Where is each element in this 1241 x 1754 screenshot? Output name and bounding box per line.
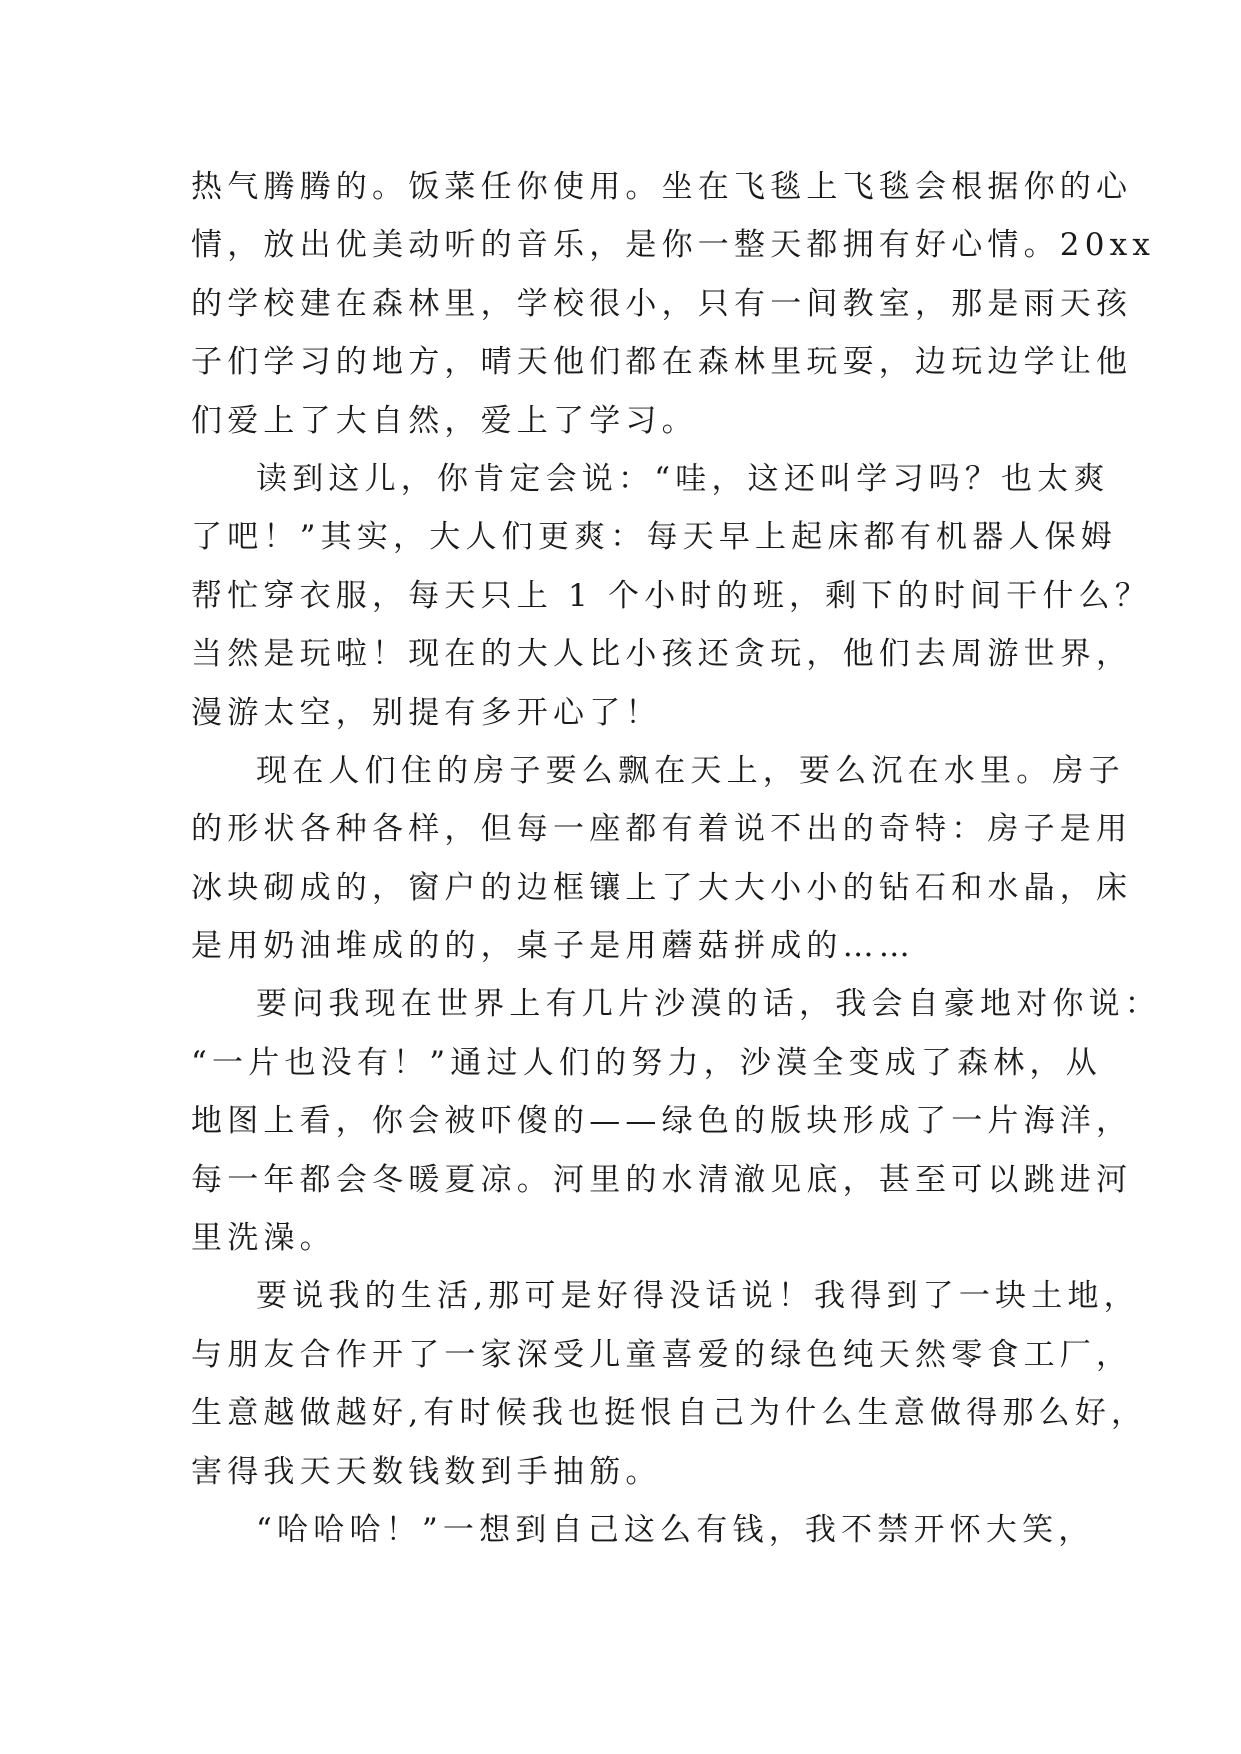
text-line: 们爱上了大自然，爱上了学习。 xyxy=(191,402,698,439)
text-line: 每一年都会冬暖夏凉。河里的水清澈见底，甚至可以跳进河 xyxy=(191,1161,1133,1198)
text-line: 读到这儿，你肯定会说：“哇，这还叫学习吗？也太爽 xyxy=(256,460,1110,497)
text-line: 现在人们住的房子要么飘在天上，要么沉在水里。房子 xyxy=(256,752,1125,789)
text-line: “哈哈哈！”一想到自己这么有钱，我不禁开怀大笑， xyxy=(256,1511,1095,1548)
document-body xyxy=(191,158,1161,1559)
text-line: 子们学习的地方，晴天他们都在森林里玩耍，边玩边学让他 xyxy=(191,344,1133,381)
text-line: “一片也没有！”通过人们的努力，沙漠全变成了森林，从 xyxy=(191,1044,1102,1081)
text-line: 冰块砌成的，窗户的边框镶上了大大小小的钻石和水晶，床 xyxy=(191,869,1133,906)
text-line: 要问我现在世界上有几片沙漠的话，我会自豪地对你说： xyxy=(256,986,1161,1023)
text-line: 的形状各种各样，但每一座都有着说不出的奇特：房子是用 xyxy=(191,811,1133,848)
text-line: 生意越做越好,有时候我也挺恨自己为什么生意做得那么好， xyxy=(191,1395,1148,1432)
text-line: 漫游太空，别提有多开心了！ xyxy=(191,694,662,731)
text-line: 的学校建在森林里，学校很小，只有一间教室，那是雨天孩 xyxy=(191,285,1133,322)
text-line: 要说我的生活,那可是好得没话说！我得到了一块土地， xyxy=(256,1278,1140,1315)
text-line: 与朋友合作开了一家深受儿童喜爱的绿色纯天然零食工厂， xyxy=(191,1336,1133,1373)
text-line: 热气腾腾的。饭菜任你使用。坐在飞毯上飞毯会根据你的心 xyxy=(191,169,1133,205)
text-line: 情，放出优美动听的音乐，是你一整天都拥有好心情。20xx xyxy=(191,227,1156,264)
text-line: 帮忙穿衣服，每天只上 1 个小时的班，剩下的时间干什么？ xyxy=(191,577,1152,614)
text-line: 里洗澡。 xyxy=(191,1220,336,1257)
text-line: 地图上看，你会被吓傻的——绿色的版块形成了一片海洋， xyxy=(191,1103,1133,1140)
text-line: 害得我天天数钱数到手抽筋。 xyxy=(191,1453,662,1490)
text-line: 了吧！”其实，大人们更爽：每天早上起床都有机器人保姆 xyxy=(191,519,1118,556)
text-line: 是用奶油堆成的的，桌子是用蘑菇拼成的…… xyxy=(191,928,915,965)
text-line: 当然是玩啦！现在的大人比小孩还贪玩，他们去周游世界， xyxy=(191,636,1133,673)
